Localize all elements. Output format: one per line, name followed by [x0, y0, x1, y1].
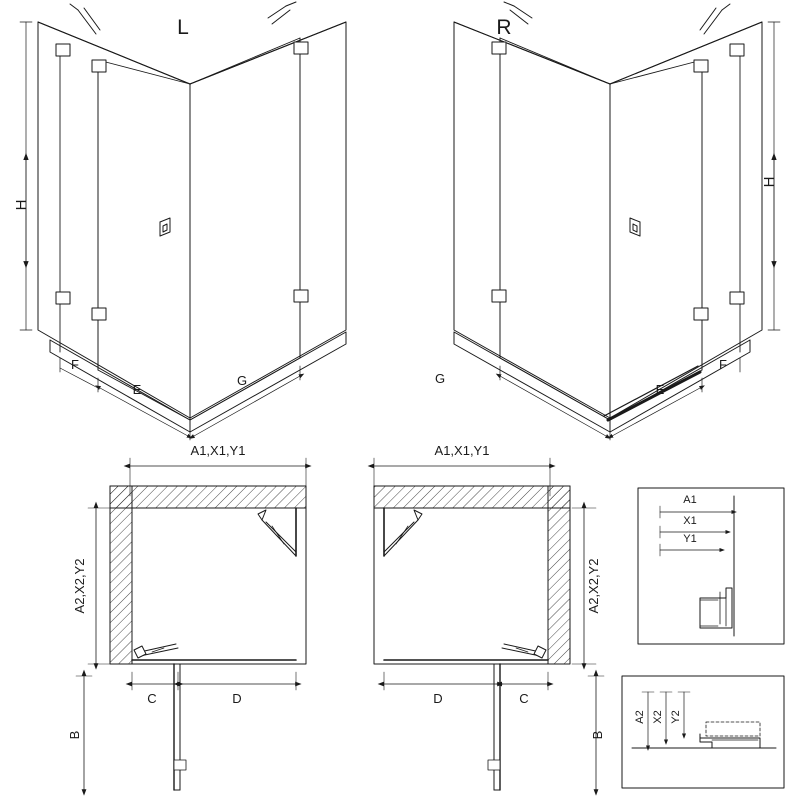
label-variant-right: R: [496, 16, 512, 39]
label-plan-left-top-dim: A1,X1,Y1: [190, 443, 246, 458]
label-detail-y1: Y1: [683, 533, 697, 545]
label-door-e-left: E: [132, 382, 142, 397]
label-plan-left-d: D: [232, 691, 242, 706]
label-door-e-right: E: [655, 382, 665, 397]
label-plan-right-b: B: [590, 730, 605, 740]
label-detail-x2: X2: [652, 710, 664, 724]
detail-view-top: [638, 488, 784, 644]
label-plan-right-c: C: [519, 691, 529, 706]
label-plan-left-c: C: [147, 691, 157, 706]
label-panel-g-left: G: [236, 373, 248, 388]
label-height-left: H: [13, 199, 30, 211]
label-panel-f-right: F: [719, 357, 727, 372]
label-height-right: H: [761, 176, 778, 188]
label-detail-a2: A2: [634, 710, 646, 724]
label-plan-left-side-dim: A2,X2,Y2: [72, 558, 87, 614]
plan-view-right: [374, 458, 604, 790]
label-panel-g-right: G: [434, 371, 446, 386]
label-detail-a1: A1: [683, 494, 697, 506]
label-plan-right-d: D: [433, 691, 443, 706]
label-plan-right-top-dim: A1,X1,Y1: [434, 443, 490, 458]
label-plan-left-b: B: [67, 730, 82, 740]
iso-view-left: [20, 2, 346, 440]
label-detail-y2: Y2: [670, 710, 682, 724]
label-plan-right-side-dim: A2,X2,Y2: [586, 558, 601, 614]
detail-view-bottom: [622, 676, 784, 788]
plan-view-left: [76, 458, 306, 790]
iso-view-right: [454, 2, 780, 440]
label-panel-f-left: F: [71, 357, 79, 372]
label-variant-left: L: [177, 16, 189, 39]
label-detail-x1: X1: [683, 515, 697, 527]
